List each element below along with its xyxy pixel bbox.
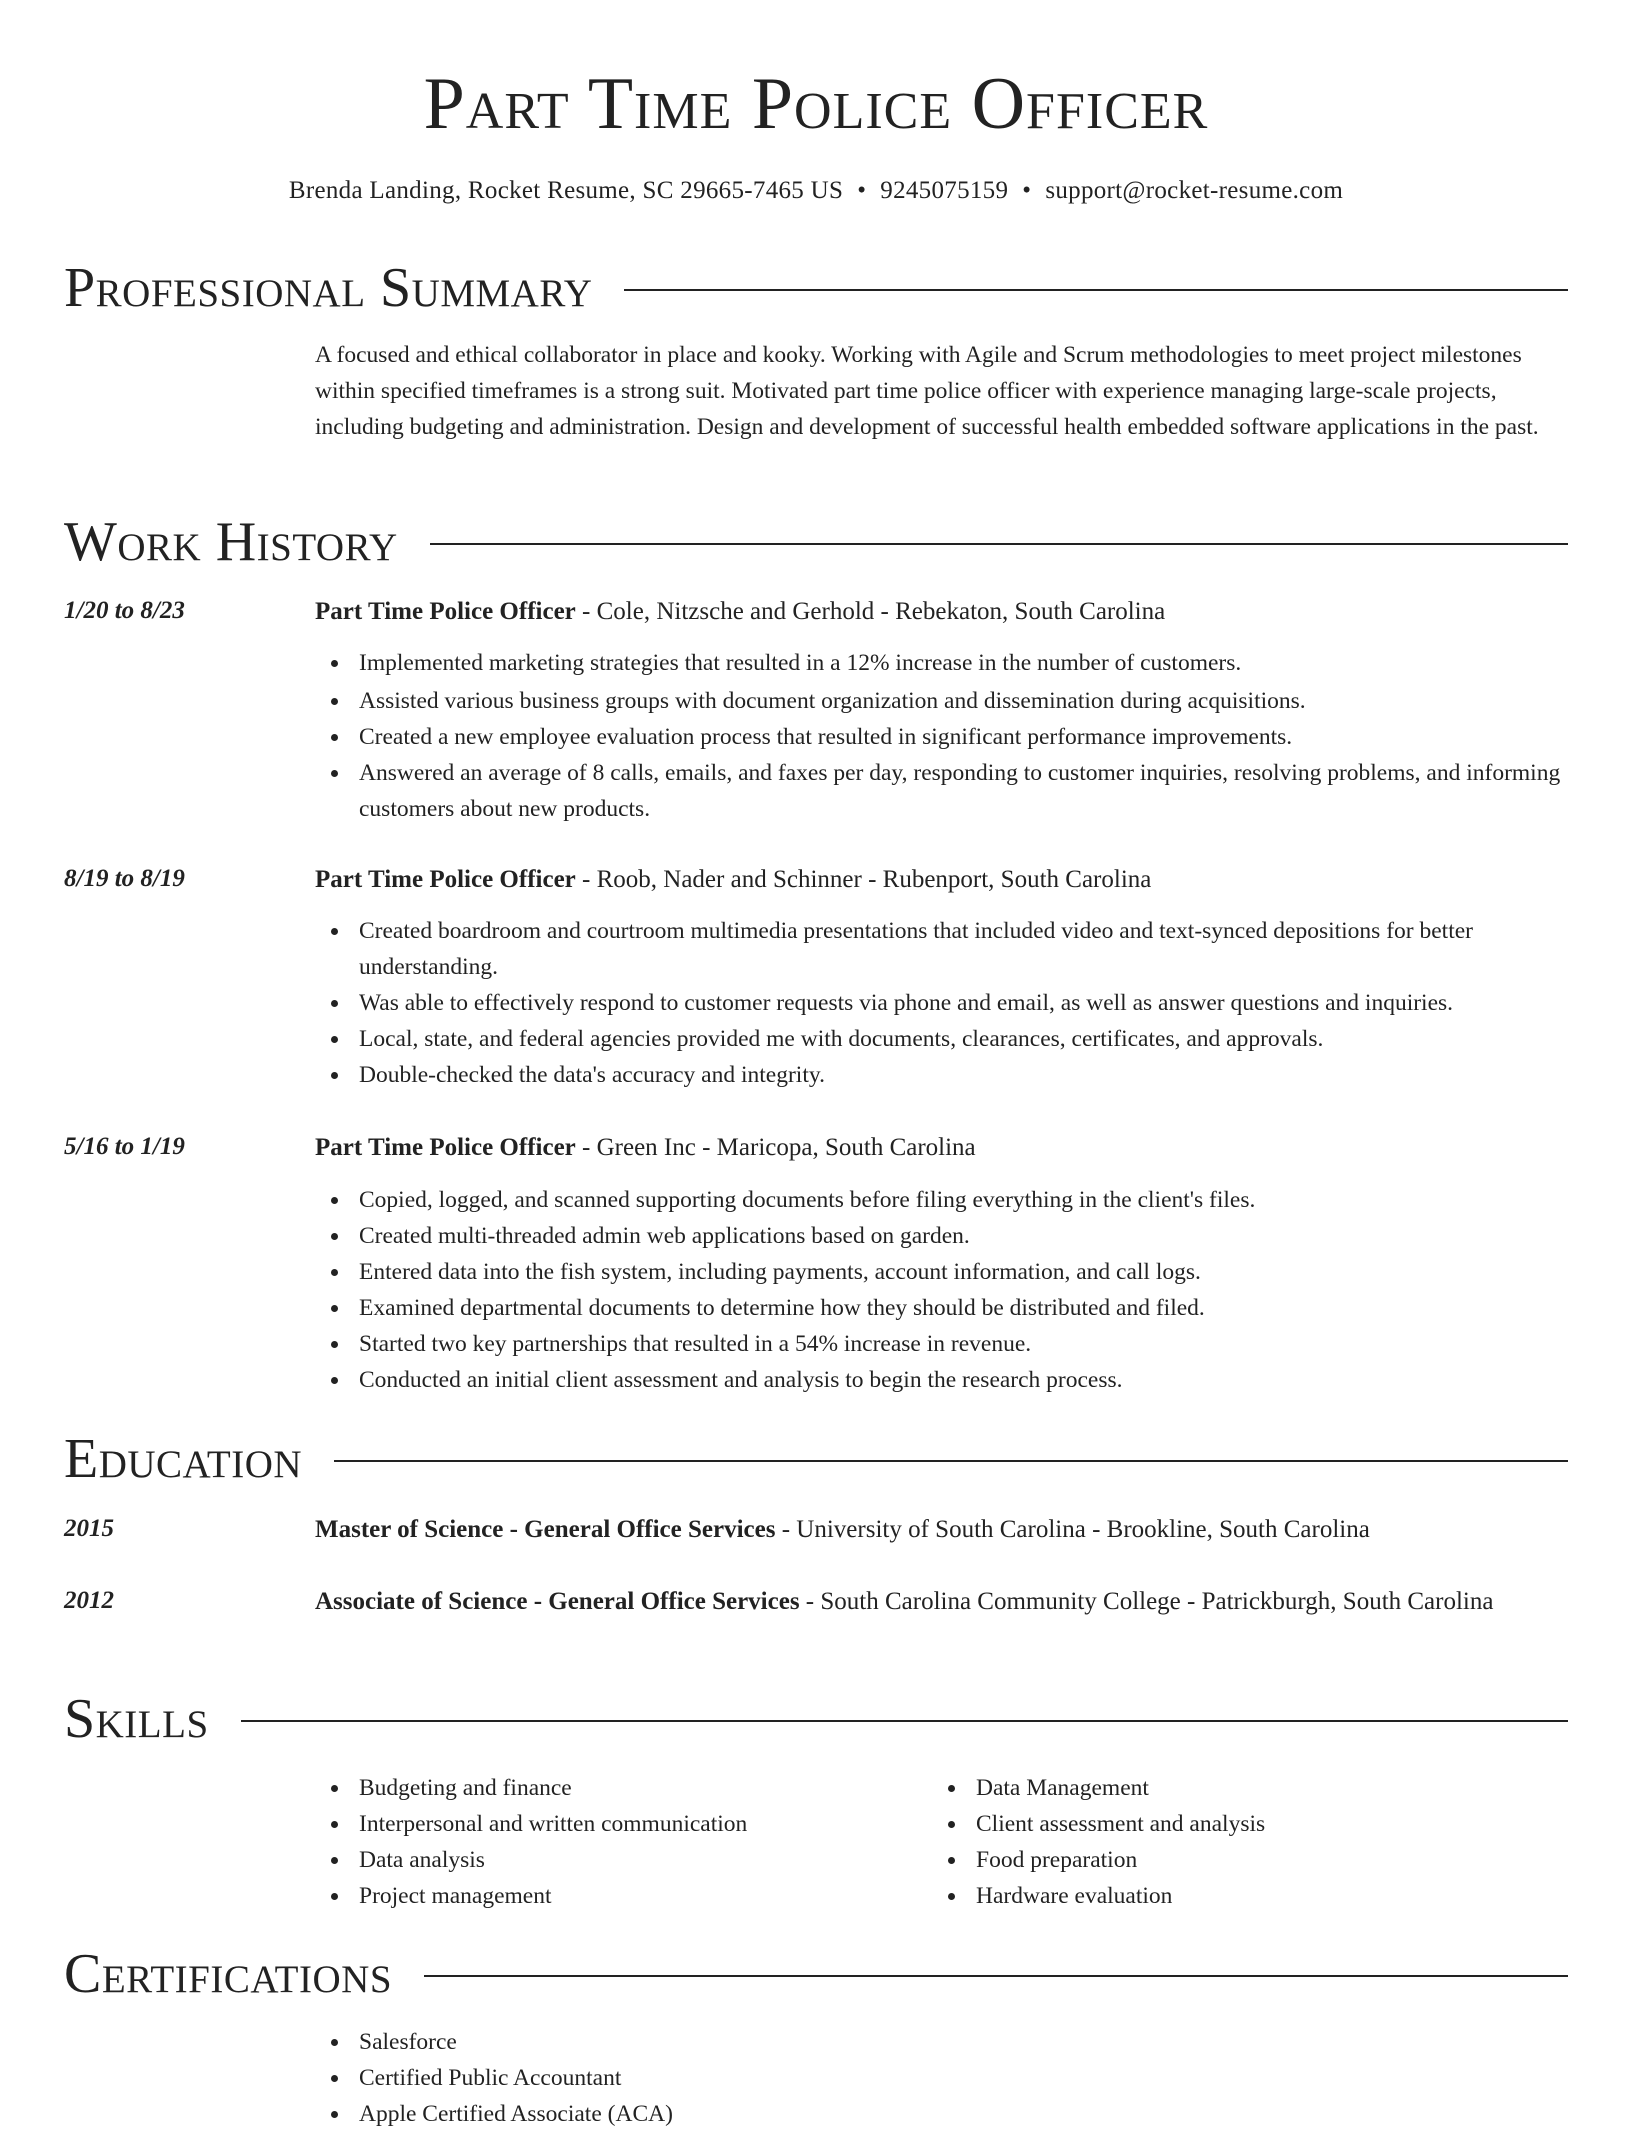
contact-email: support@rocket-resume.com (1045, 177, 1344, 204)
list-item: Answered an average of 8 calls, emails, and faxes per day, responding to customer inquiries, resolving problems, and informing customers about new products. (359, 755, 1568, 827)
work-dates: 8/19 to 8/19 (64, 865, 185, 892)
resume-title: Part Time Police Officer (423, 63, 1209, 145)
list-item: Conducted an initial client assessment and analysis to begin the research process. (359, 1362, 1568, 1398)
section-title-certifications: Certifications (64, 1943, 393, 2005)
work-heading (315, 1129, 1568, 1166)
list-item: Copied, logged, and scanned supporting documents before filing everything in the client's files. (359, 1182, 1568, 1218)
skills-columns (315, 1770, 1568, 1914)
education-details: - South Carolina Community College - Patrickburgh, South Carolina (799, 1588, 1494, 1615)
summary-text: A focused and ethical collaborator in place and kooky. Working with Agile and Scrum methodologies to meet project milestones within specified timeframes is a strong suit. Motivated part time police officer with experience managing large-scale projects, including budgeting and administration. Design and development of successful health embedded software applications in the past. (315, 342, 1539, 440)
section-divider (430, 543, 1568, 545)
section-divider (334, 1460, 1568, 1462)
work-heading (315, 861, 1568, 898)
contact-phone: 9245075159 (880, 177, 1009, 204)
section-divider (624, 289, 1568, 291)
list-item: Hardware evaluation (976, 1878, 1549, 1914)
contact-address: Brenda Landing, Rocket Resume, SC 29665-7465 US (288, 177, 844, 204)
list-item: Started two key partnerships that resulted in a 54% increase in revenue. (359, 1326, 1568, 1362)
section-header-work (64, 507, 1568, 577)
education-heading (315, 1583, 1568, 1620)
section-header-skills (64, 1684, 1568, 1754)
list-item: Data Management (976, 1770, 1549, 1806)
education-year: 2012 (64, 1587, 114, 1614)
list-item: Created multi-threaded admin web applications based on garden. (359, 1218, 1568, 1254)
work-bullets (315, 913, 1568, 1093)
contact-separator: • (1022, 177, 1032, 204)
section-divider (241, 1720, 1568, 1722)
list-item: Local, state, and federal agencies provided me with documents, clearances, certificates, and approvals. (359, 1021, 1568, 1057)
list-item: Project management (359, 1878, 932, 1914)
list-item: Assisted various business groups with document organization and dissemination during acquisitions. (359, 683, 1568, 719)
education-year: 2015 (64, 1515, 114, 1542)
section-title-work: Work History (64, 511, 398, 573)
list-item: Food preparation (976, 1842, 1549, 1878)
work-dates: 1/20 to 8/23 (64, 597, 185, 624)
skills-list-left (315, 1770, 932, 1914)
section-title-education: Education (64, 1428, 303, 1490)
list-item: Client assessment and analysis (976, 1806, 1549, 1842)
list-item: Certified Public Accountant (359, 2060, 1568, 2096)
work-details: - Roob, Nader and Schinner - Rubenport, South Carolina (575, 866, 1152, 893)
work-dates: 5/16 to 1/19 (64, 1133, 185, 1160)
list-item: Salesforce (359, 2024, 1568, 2060)
work-bullets (315, 645, 1568, 827)
certifications-list (315, 2024, 1568, 2132)
list-item: Budgeting and finance (359, 1770, 932, 1806)
section-divider (424, 1975, 1568, 1977)
contact-line (0, 173, 1632, 209)
list-item: Created a new employee evaluation process that resulted in significant performance improvements. (359, 719, 1568, 755)
list-item: Apple Certified Associate (ACA) (359, 2096, 1568, 2132)
work-title: Part Time Police Officer (315, 598, 576, 625)
work-title: Part Time Police Officer (315, 1134, 576, 1161)
list-item: Entered data into the fish system, including payments, account information, and call logs. (359, 1254, 1568, 1290)
list-item: Created boardroom and courtroom multimedia presentations that included video and text-synced depositions for better understanding. (359, 913, 1568, 985)
list-item: Examined departmental documents to determine how they should be distributed and filed. (359, 1290, 1568, 1326)
list-item: Double-checked the data's accuracy and integrity. (359, 1057, 1568, 1093)
contact-separator: • (857, 177, 867, 204)
education-heading (315, 1511, 1568, 1548)
list-item: Was able to effectively respond to customer requests via phone and email, as well as answer questions and inquiries. (359, 985, 1568, 1021)
section-header-certifications (64, 1939, 1568, 2009)
education-degree: Associate of Science - General Office Services (315, 1588, 800, 1615)
education-degree: Master of Science - General Office Services (315, 1516, 776, 1543)
section-title-skills: Skills (64, 1688, 209, 1750)
list-item: Data analysis (359, 1842, 932, 1878)
work-heading (315, 593, 1568, 630)
section-header-education (64, 1424, 1568, 1494)
work-details: - Cole, Nitzsche and Gerhold - Rebekaton, South Carolina (575, 598, 1166, 625)
work-title: Part Time Police Officer (315, 866, 576, 893)
section-title-summary: Professional Summary (64, 257, 593, 319)
list-item: Interpersonal and written communication (359, 1806, 932, 1842)
work-bullets (315, 1182, 1568, 1398)
section-header-summary (64, 253, 1568, 323)
list-item: Implemented marketing strategies that resulted in a 12% increase in the number of customers. (359, 645, 1568, 681)
education-details: - University of South Carolina - Brookline, South Carolina (775, 1516, 1370, 1543)
skills-list-right (932, 1770, 1549, 1914)
work-details: - Green Inc - Maricopa, South Carolina (575, 1134, 976, 1161)
